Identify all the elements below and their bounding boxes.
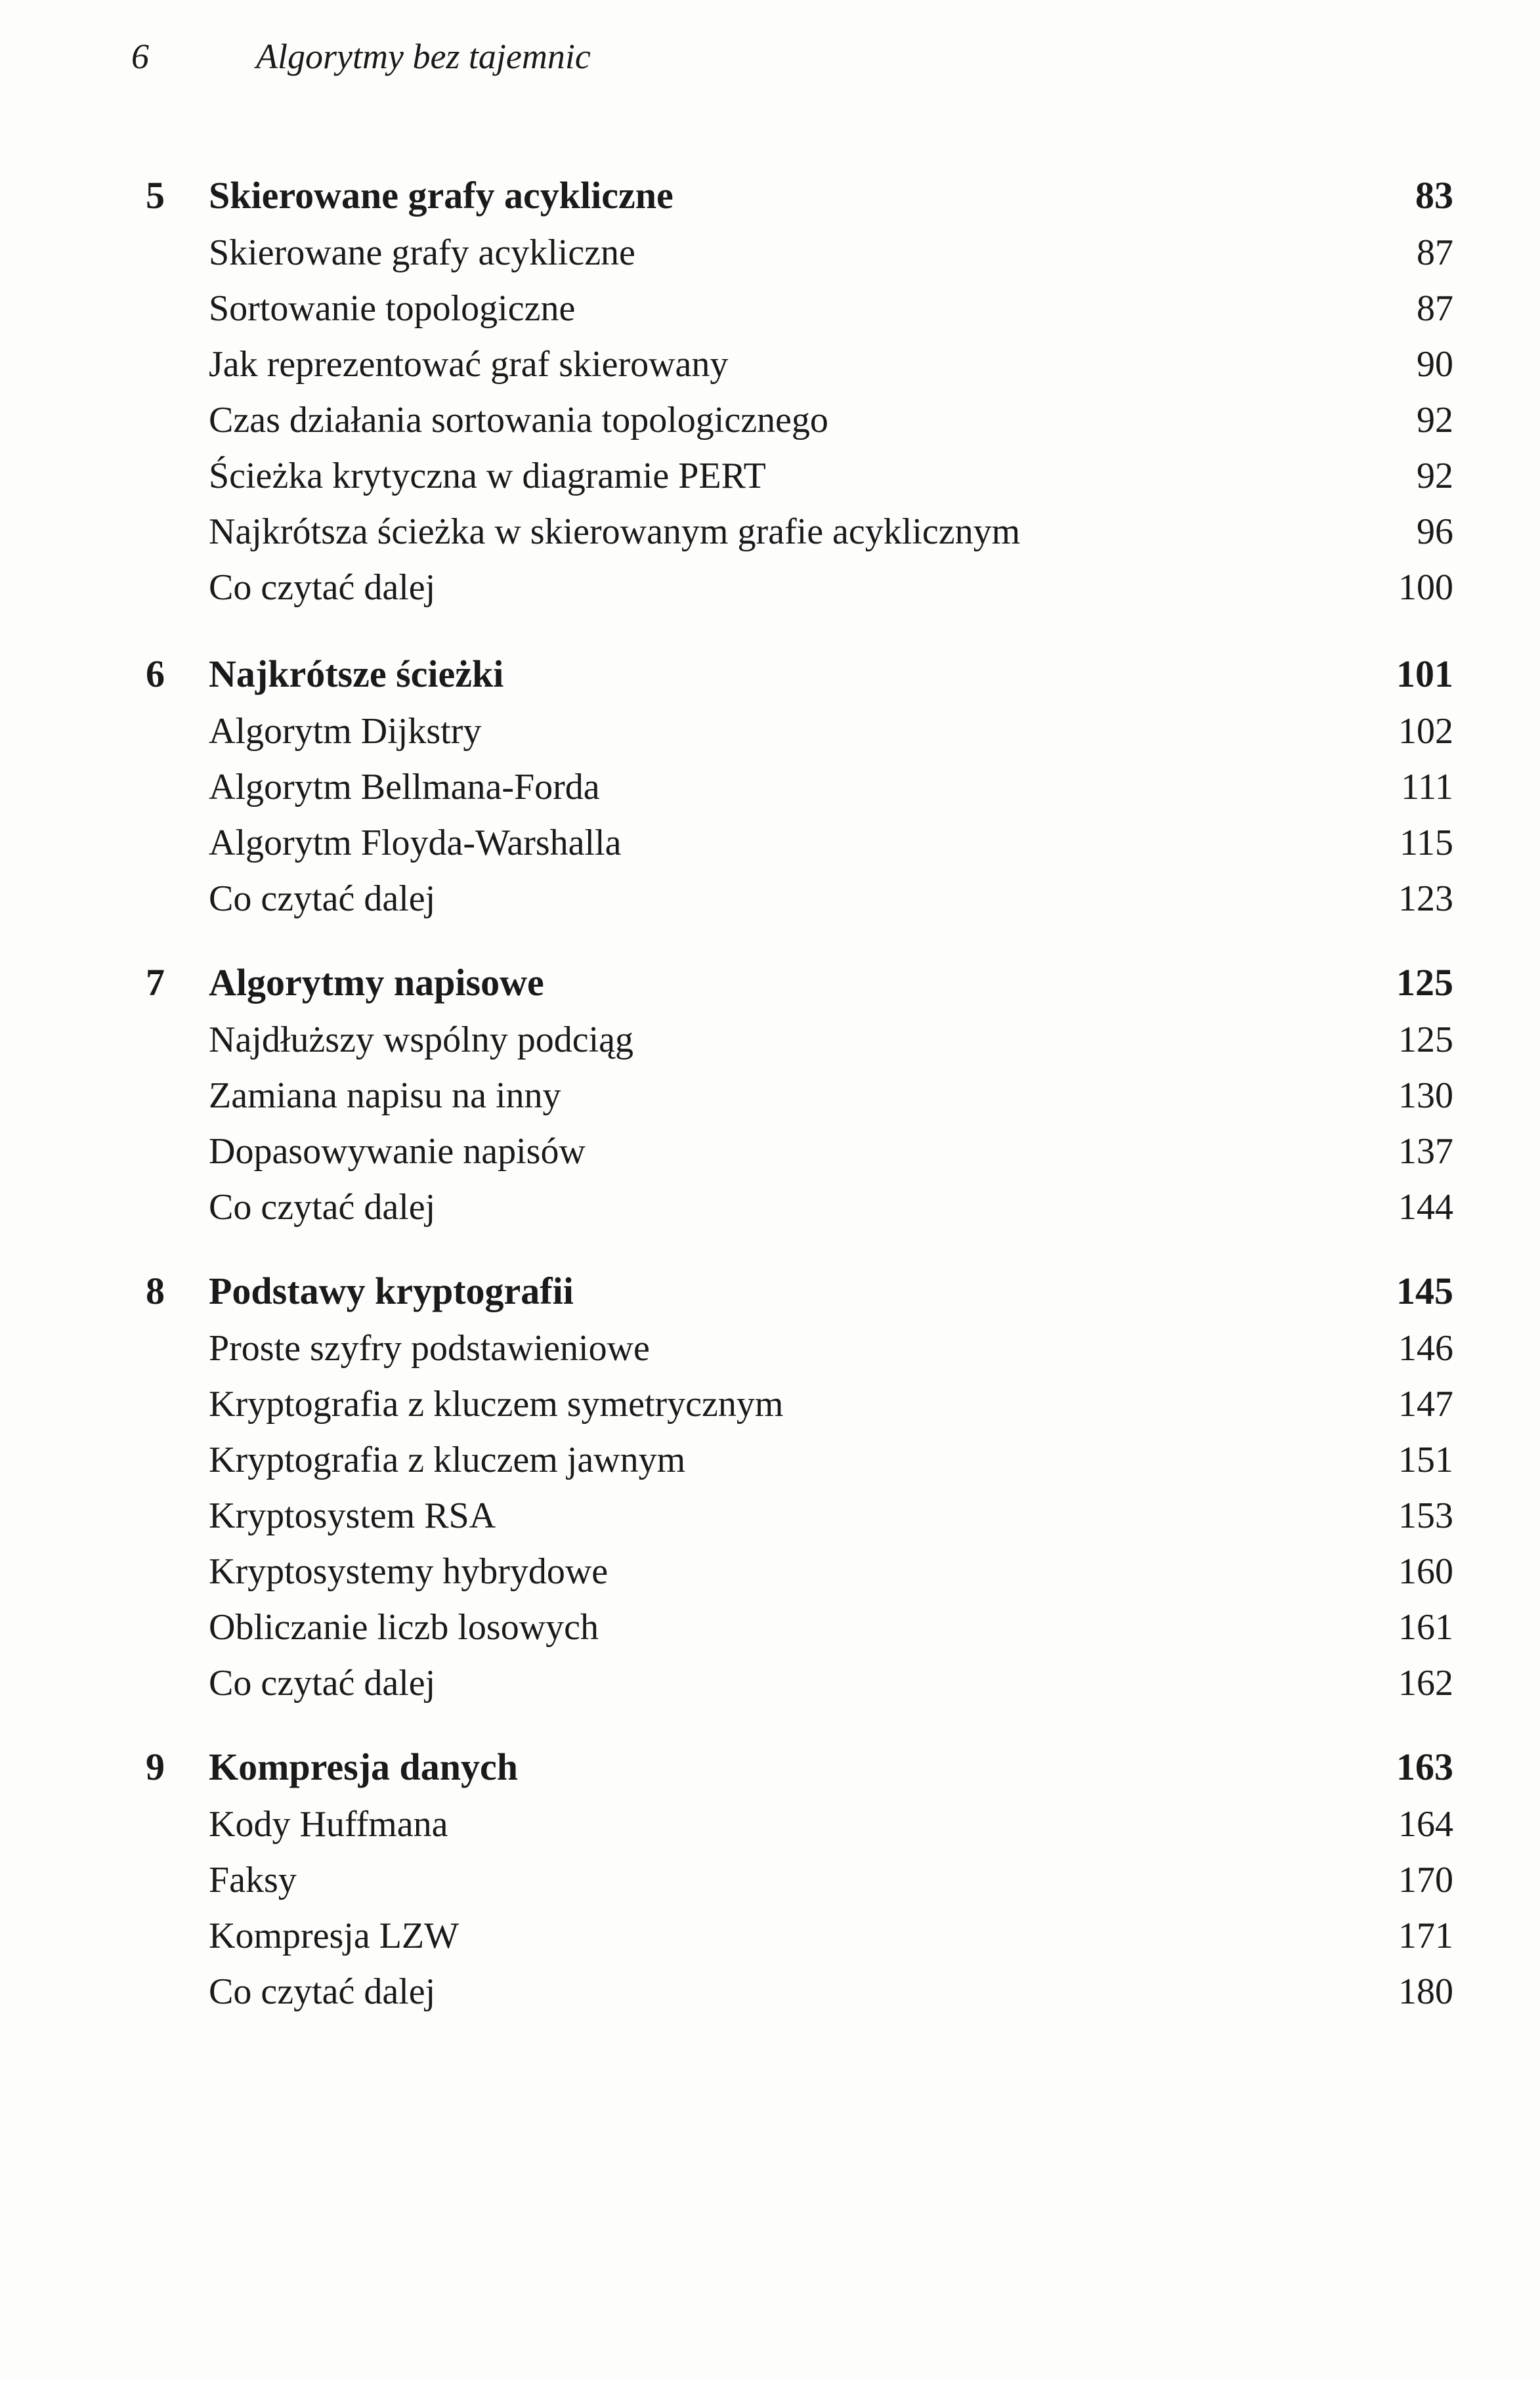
chapter-7 <box>0 953 1540 1235</box>
entry-page: 161 <box>1398 1607 1453 1648</box>
chapter-heading[interactable] <box>0 1262 1540 1321</box>
entry-title: Co czytać dalej <box>209 1663 436 1704</box>
toc-entry[interactable] <box>0 337 1540 393</box>
toc-entry[interactable] <box>0 1012 1540 1068</box>
toc-entry[interactable] <box>0 1432 1540 1488</box>
running-head <box>131 36 591 77</box>
chapter-5 <box>0 166 1540 616</box>
entry-title: Kompresja LZW <box>209 1916 459 1956</box>
toc-entry[interactable] <box>0 1908 1540 1964</box>
entry-title: Zamiana napisu na inny <box>209 1075 561 1116</box>
toc-entry[interactable] <box>0 1068 1540 1124</box>
entry-title: Kryptografia z kluczem jawnym <box>209 1440 686 1480</box>
chapter-number: 9 <box>146 1746 165 1788</box>
entry-title: Najkrótsza ścieżka w skierowanym grafie acyklicznym <box>209 511 1021 552</box>
entry-page: 160 <box>1398 1551 1453 1592</box>
entry-page: 147 <box>1398 1384 1453 1425</box>
toc-entry[interactable] <box>0 1600 1540 1656</box>
chapter-6 <box>0 645 1540 927</box>
entry-page: 87 <box>1417 288 1453 329</box>
chapter-number: 8 <box>146 1270 165 1312</box>
toc-entry[interactable] <box>0 281 1540 337</box>
toc-entry[interactable] <box>0 1180 1540 1235</box>
entry-title: Faksy <box>209 1860 297 1900</box>
chapter-heading[interactable] <box>0 166 1540 225</box>
entry-page: 137 <box>1398 1131 1453 1172</box>
chapter-title: Skierowane grafy acykliczne <box>209 174 674 217</box>
book-title: Algorytmy bez tajemnic <box>256 37 591 76</box>
entry-page: 100 <box>1398 567 1453 608</box>
entry-title: Co czytać dalej <box>209 1187 436 1228</box>
toc-entry[interactable] <box>0 448 1540 504</box>
entry-page: 90 <box>1417 344 1453 385</box>
entry-title: Dopasowywanie napisów <box>209 1131 586 1172</box>
chapter-page: 163 <box>1396 1746 1453 1788</box>
toc-entry[interactable] <box>0 1321 1540 1377</box>
entry-page: 130 <box>1398 1075 1453 1116</box>
toc-entry[interactable] <box>0 1964 1540 2020</box>
entry-title: Kody Huffmana <box>209 1804 448 1845</box>
toc-entry[interactable] <box>0 225 1540 281</box>
chapter-page: 101 <box>1396 653 1453 695</box>
chapter-number: 7 <box>146 961 165 1004</box>
entry-page: 144 <box>1398 1187 1453 1228</box>
entry-title: Algorytm Bellmana-Forda <box>209 767 600 807</box>
entry-page: 92 <box>1417 456 1453 496</box>
entry-title: Algorytm Floyda-Warshalla <box>209 823 622 863</box>
toc-entry[interactable] <box>0 1124 1540 1180</box>
entry-title: Czas działania sortowania topologicznego <box>209 400 828 440</box>
toc-entry[interactable] <box>0 560 1540 616</box>
toc-entry[interactable] <box>0 393 1540 448</box>
chapter-title: Kompresja danych <box>209 1746 519 1788</box>
chapter-title: Najkrótsze ścieżki <box>209 653 504 695</box>
entry-page: 96 <box>1417 511 1453 552</box>
entry-page: 180 <box>1398 1971 1453 2012</box>
entry-page: 102 <box>1398 711 1453 752</box>
entry-title: Skierowane grafy acykliczne <box>209 232 635 273</box>
entry-title: Algorytm Dijkstry <box>209 711 482 752</box>
entry-title: Co czytać dalej <box>209 567 436 608</box>
toc-entry[interactable] <box>0 704 1540 760</box>
toc-entry[interactable] <box>0 1853 1540 1908</box>
toc-entry[interactable] <box>0 871 1540 927</box>
toc-entry[interactable] <box>0 1488 1540 1544</box>
chapter-heading[interactable] <box>0 1738 1540 1797</box>
chapter-page: 83 <box>1415 174 1453 217</box>
chapter-number: 6 <box>146 653 165 695</box>
entry-title: Kryptosystemy hybrydowe <box>209 1551 609 1592</box>
entry-title: Sortowanie topologiczne <box>209 288 576 329</box>
chapter-title: Podstawy kryptografii <box>209 1270 574 1312</box>
entry-title: Proste szyfry podstawieniowe <box>209 1328 650 1369</box>
toc-entry[interactable] <box>0 815 1540 871</box>
entry-page: 153 <box>1398 1495 1453 1536</box>
toc-entry[interactable] <box>0 1377 1540 1432</box>
entry-page: 162 <box>1398 1663 1453 1704</box>
chapter-title: Algorytmy napisowe <box>209 961 544 1004</box>
chapter-heading[interactable] <box>0 953 1540 1012</box>
toc-entry[interactable] <box>0 1797 1540 1853</box>
entry-page: 170 <box>1398 1860 1453 1900</box>
entry-page: 151 <box>1398 1440 1453 1480</box>
toc-entry[interactable] <box>0 1656 1540 1711</box>
entry-title: Kryptosystem RSA <box>209 1495 496 1536</box>
entry-page: 115 <box>1400 823 1453 863</box>
chapter-heading[interactable] <box>0 645 1540 704</box>
toc-entry[interactable] <box>0 1544 1540 1600</box>
toc-entry[interactable] <box>0 504 1540 560</box>
entry-page: 164 <box>1398 1804 1453 1845</box>
entry-page: 92 <box>1417 400 1453 440</box>
page-number: 6 <box>131 37 149 76</box>
entry-page: 111 <box>1401 767 1453 807</box>
chapter-9 <box>0 1738 1540 2020</box>
entry-page: 125 <box>1398 1019 1453 1060</box>
chapter-8 <box>0 1262 1540 1711</box>
entry-title: Co czytać dalej <box>209 1971 436 2012</box>
entry-page: 87 <box>1417 232 1453 273</box>
entry-title: Kryptografia z kluczem symetrycznym <box>209 1384 784 1425</box>
entry-page: 171 <box>1398 1916 1453 1956</box>
entry-title: Ścieżka krytyczna w diagramie PERT <box>209 456 766 496</box>
entry-title: Obliczanie liczb losowych <box>209 1607 599 1648</box>
entry-page: 123 <box>1398 878 1453 919</box>
chapter-number: 5 <box>146 174 165 217</box>
entry-title: Najdłuższy wspólny podciąg <box>209 1019 633 1060</box>
entry-title: Jak reprezentować graf skierowany <box>209 344 729 385</box>
chapter-page: 125 <box>1396 961 1453 1004</box>
entry-title: Co czytać dalej <box>209 878 436 919</box>
chapter-page: 145 <box>1396 1270 1453 1312</box>
toc-entry[interactable] <box>0 760 1540 815</box>
entry-page: 146 <box>1398 1328 1453 1369</box>
